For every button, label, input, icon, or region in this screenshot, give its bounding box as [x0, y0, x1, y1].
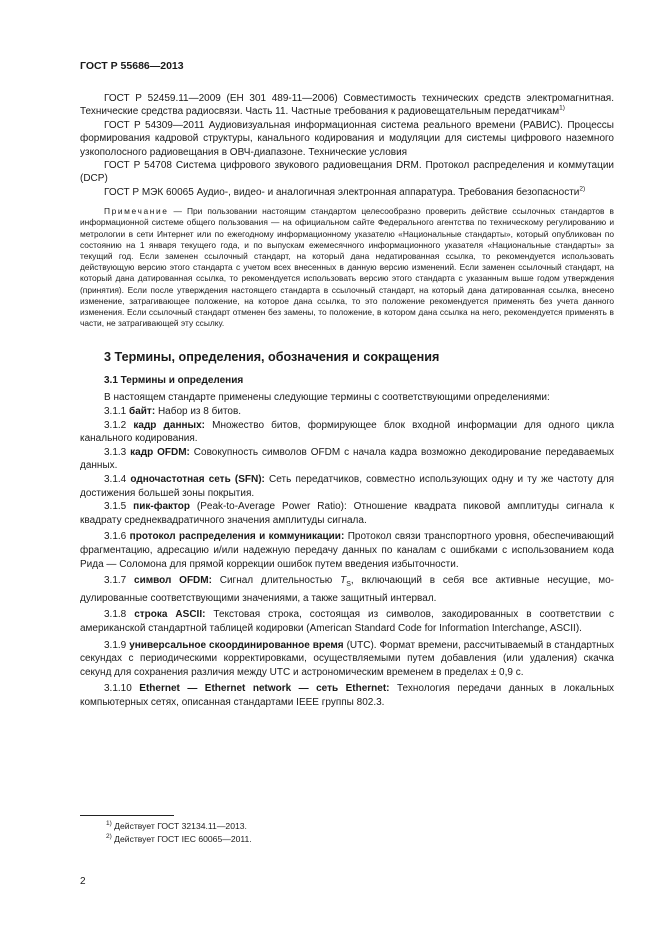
note-paragraph	[80, 206, 614, 329]
subsection-heading: 3.1 Термины и определения	[104, 375, 244, 387]
note-label: Примечание	[104, 206, 169, 217]
term-entry: 3.1.7 символ OFDM: Сигнал длительностью $T_S$, включающий в себя все активные несущие, модулированные соответствующими значениями, а также защитный интервал.	[80, 575, 615, 604]
reference-text: ГОСТ Р 54708 Система цифрового звукового радиовещания DRM. Протокол распределения и коммутации (DCP)	[80, 160, 614, 185]
note-text: При пользовании настоящим стандартом целесообразно проверить действие ссылочных стандартов в информационной системе общего пользования — на официальном сайте Федерального агентства по техническому регулированию и метрологии в сети Интернет или по ежегодному информационному указателю «Национальные стандарты», который опубликован по состоянию на 1 января текущего года, и по выпускам ежемесячного информационного указателя «Национальные стандарты» за текущий год. Если заменен ссылочный стандарт, на который дана недатированная ссылка, то рекомендуется использовать действующую версию этого стандарта с учетом всех внесенных в данную версию изменений. Если заменен ссылочный стандарт, на который дана датированная ссылка, то рекомендуется использовать версию этого стандарта с указанным выше годом утверждения (принятия). Если после утверждения настоящего стандарта в ссылочный стандарт, на который дана датированная ссылка, внесено изменение, затрагивающее положение, на которое дана ссылка, то это положение рекомендуется применять без учета данного изменения. Если ссылочный стандарт отменен без замены, то положение, в котором дана ссылка на него, рекомендуется применять в части, не затрагивающей эту ссылку.	[80, 206, 614, 329]
footnote-ref: 2)	[579, 185, 586, 193]
term-entry: 3.1.3 кадр OFDM: Совокупность символов OFDM с начала кадра возможно декодирование передаваемых данных.	[80, 446, 615, 472]
reference-entry	[80, 92, 614, 119]
reference-entry	[80, 119, 614, 159]
term-entry: 3.1.4 одночастотная сеть (SFN): Сеть передатчиков, совместно использующих одну и ту же частоту для достижения большей зоны покрытия.	[80, 474, 615, 499]
term-entry: 3.1.5 пик-фактор (Peak-to-Average Power Ratio): Отношение квадрата пиковой амплитуды сигнала к квадрату среднеквадратичного значения амплитуды сигнала.	[80, 501, 614, 526]
section-heading: 3 Термины, определения, обозначения и сокращения	[104, 350, 440, 365]
footnote-divider	[80, 815, 174, 816]
footnote: $^{2)}$ Действует ГОСТ IEC 60065—2011.	[106, 833, 252, 844]
reference-text: ГОСТ Р МЭК 60065 Аудио-, видео- и аналогичная электронная аппаратура. Требования безопасности	[104, 186, 580, 198]
term-entry: 3.1.6 протокол распределения и коммуникации: Протокол связи транспортного уровня, обеспечивающий фрагментацию, адресацию и/или надежную передачу данных по каналам с ошибками с использованием кода Рида — Соломона для прямой коррекции ошибок путем введения избыточности.	[80, 531, 614, 570]
term-entry: 3.1.1 байт: Набор из 8 битов.	[104, 406, 242, 418]
document-body	[80, 92, 614, 710]
section-intro: В настоящем стандарте применены следующие термины с соответствующими определениями:	[104, 392, 550, 404]
footnote: $^{1)}$ Действует ГОСТ 32134.11—2013.	[106, 820, 247, 831]
term-entry: 3.1.2 кадр данных: Множество битов, формирующее блок входной информации для одного цикла канального кодирования.	[80, 419, 615, 445]
reference-text: ГОСТ Р 54309—2011 Аудиовизуальная информационная система реального времени (РАВИС). Процессы формирования кадровой структуры, канального кодирования и модуляции для системы цифрового наземного узкополосного радиовещания в ОВЧ-диапазоне. Технические условия	[80, 119, 614, 158]
page-number: 2	[80, 876, 86, 887]
reference-entry	[80, 159, 614, 186]
footnote-ref: 1)	[559, 105, 565, 113]
reference-text: ГОСТ Р 52459.11—2009 (EH 301 489-11—2006) Совместимость технических средств электромагнитная. Технические средства радиосвязи. Часть 11. Частные требования к радиовещательным передатчикам	[80, 93, 614, 118]
footnotes	[80, 815, 614, 846]
term-entry: 3.1.9 универсальное скоординированное время (UTC). Формат времени, рассчитываемый в стандартных секундах с периодическими корректировками, осуществляемыми путем добавления (или удаления) скачка секунд для сохранения различия между UTC и астрономическим временем в пределах ± 0,9 с.	[80, 639, 615, 678]
note-dash: —	[168, 206, 187, 217]
term-entry: 3.1.8 строка ASCII: Текстовая строка, состоящая из символов, закодированных в соответствии с американской стандартной таблицей кодировки (American Standard Code for Information Interchange, ASCII).	[80, 609, 614, 634]
reference-entry	[80, 186, 614, 199]
term-entry: 3.1.10 Ethernet — Ethernet network — сеть Ethernet: Технология передачи данных в локальных компьютерных сетях, описанная стандартами IEEE группы 802.3.	[80, 683, 615, 708]
document-header: ГОСТ Р 55686—2013	[80, 60, 184, 72]
